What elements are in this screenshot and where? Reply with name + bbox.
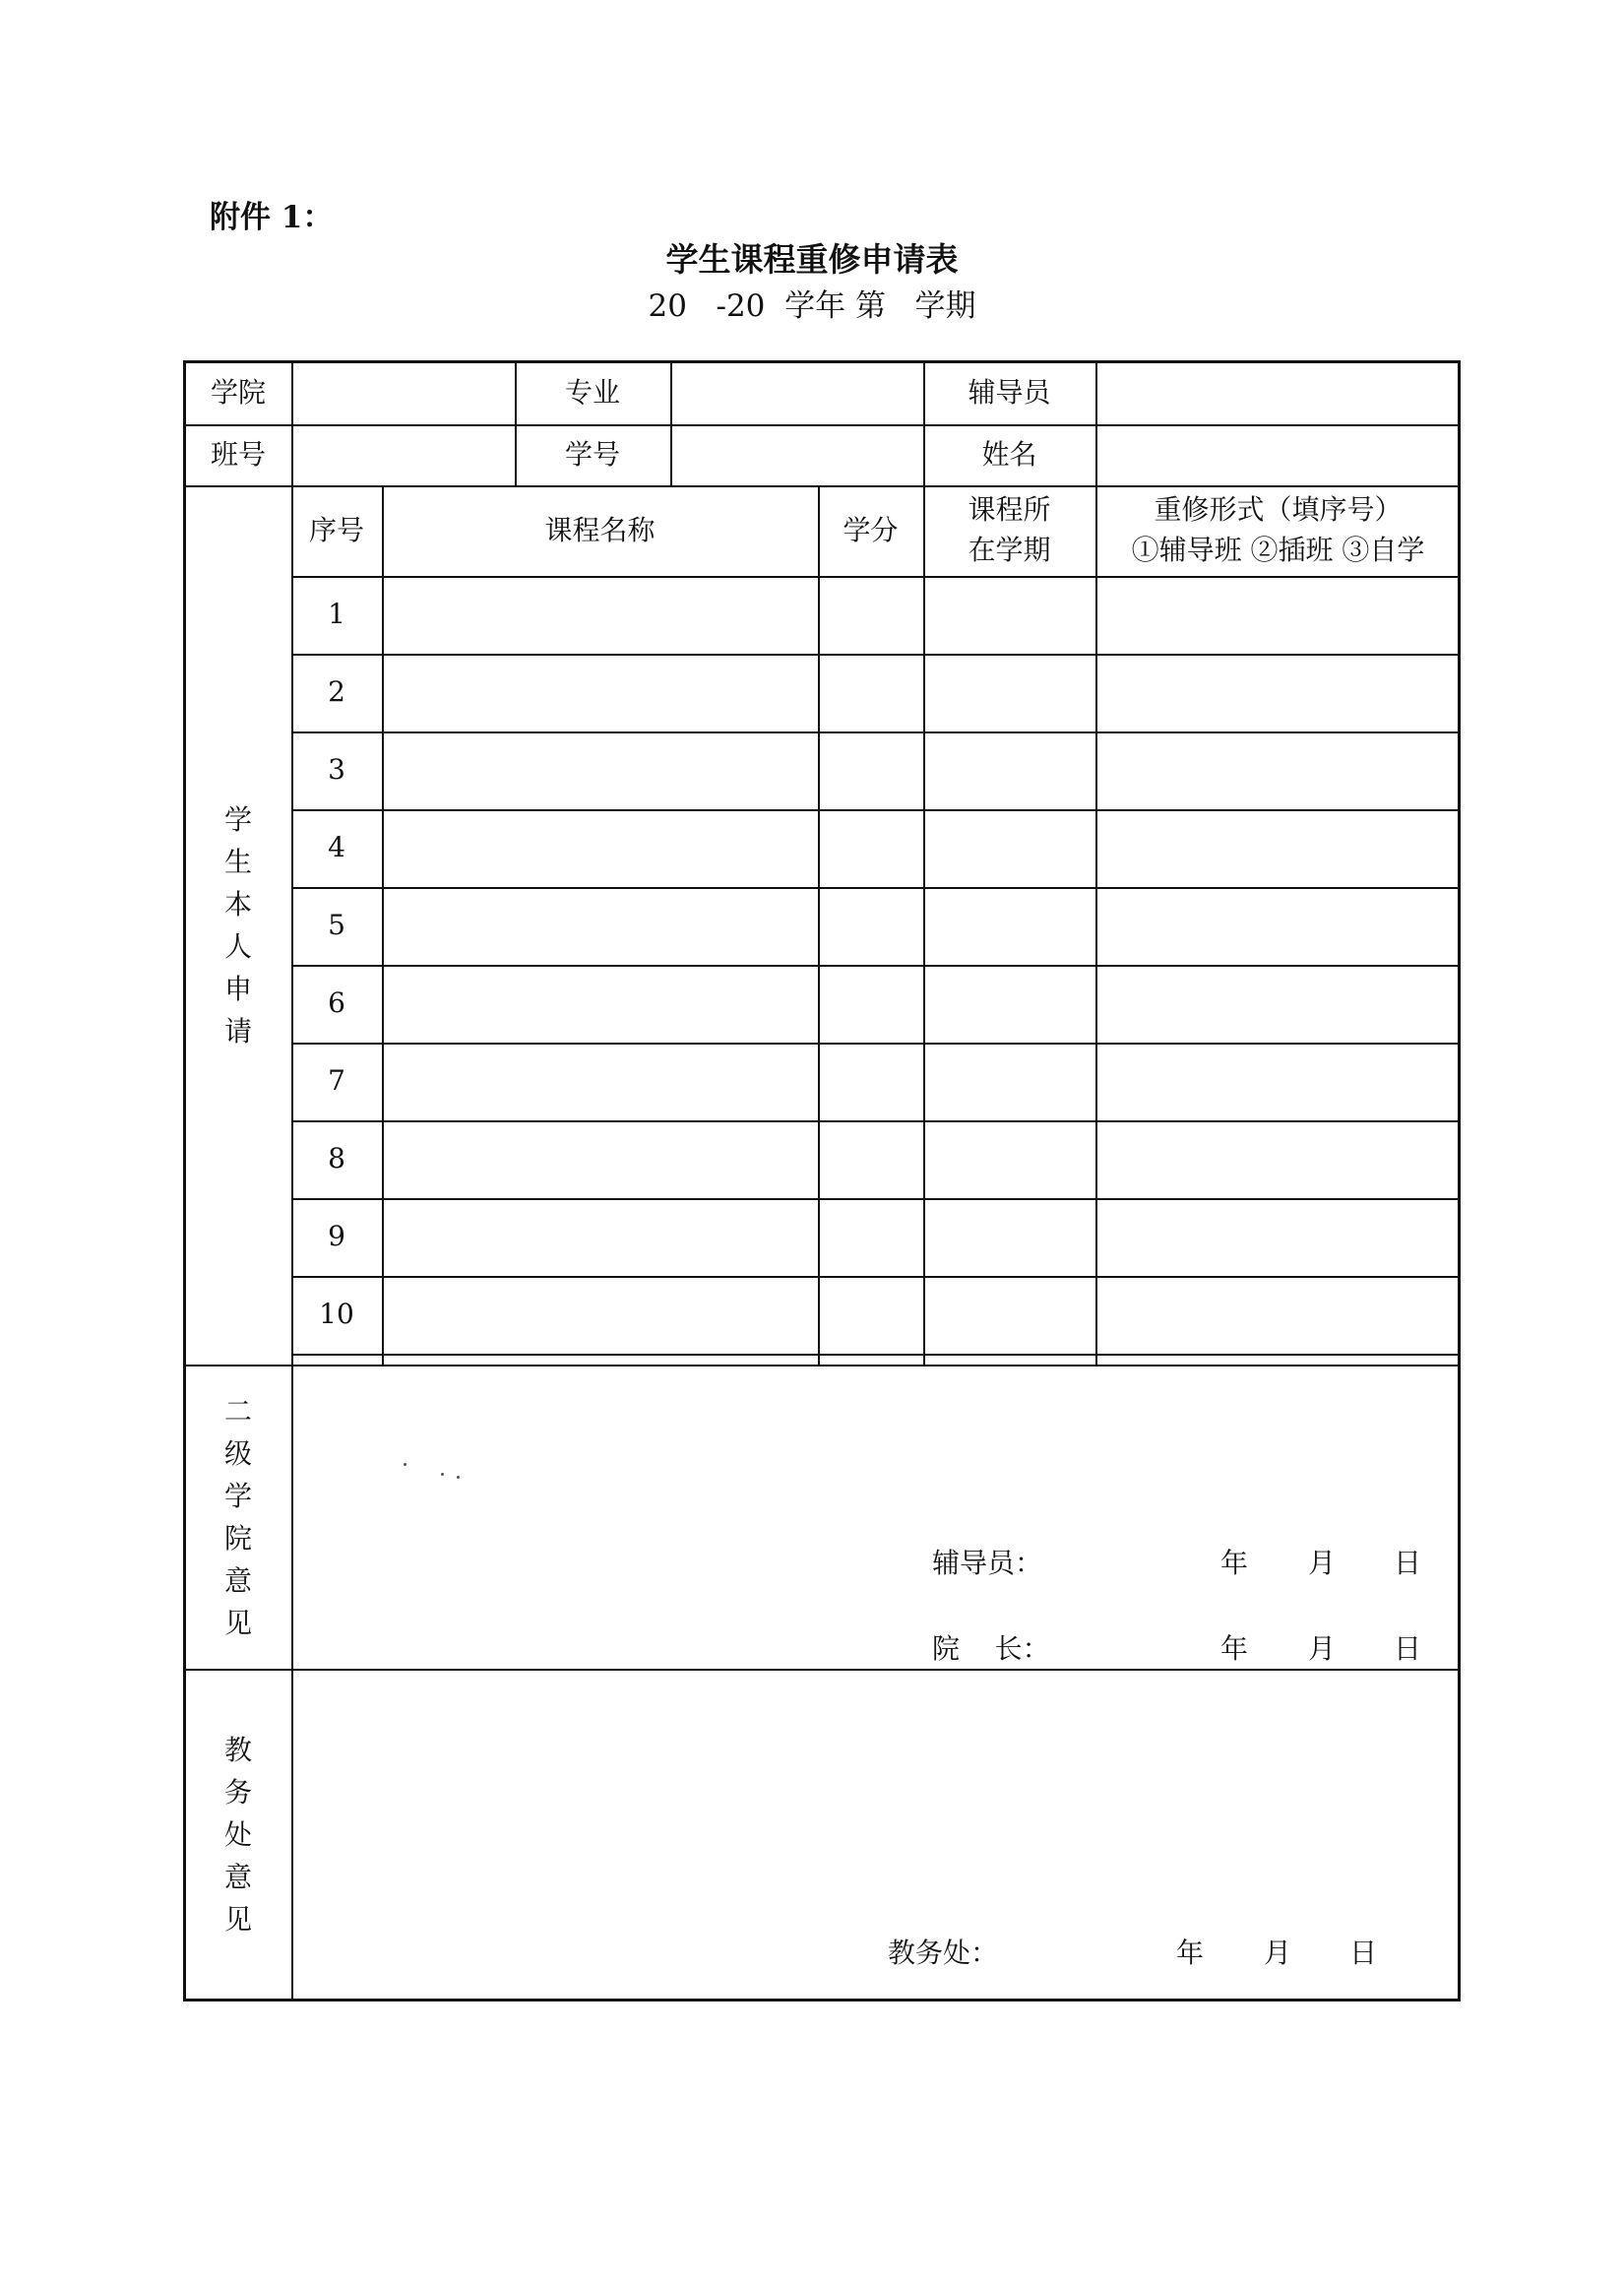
row-number: 5 [328, 909, 345, 942]
rule [291, 965, 1461, 967]
rule [291, 809, 1461, 811]
rule [183, 1669, 1461, 1671]
office-sign-year: 年 [1176, 1937, 1205, 1969]
label-char: 人 [223, 929, 252, 963]
course-name-header: 课程名称 [544, 513, 656, 546]
row-number: 3 [328, 753, 345, 787]
counselor-label: 辅导员 [968, 376, 1051, 410]
label-char: 申 [223, 972, 252, 1005]
dean-sign-month: 月 [1308, 1632, 1337, 1665]
rule [382, 485, 384, 1365]
form-subtitle: 20 -20 学年 第 学期 [648, 288, 976, 324]
rule [291, 1043, 1461, 1045]
label-char: 学 [223, 802, 252, 836]
rule [291, 1120, 1461, 1122]
rule [183, 1365, 1461, 1366]
retake-form-header-line2: ①辅导班 ②插班 ③自学 [1131, 534, 1425, 566]
dean-signature-label: 院 长： [932, 1632, 1050, 1665]
counselor-sign-month: 月 [1308, 1547, 1337, 1579]
name-label: 姓名 [981, 437, 1037, 471]
retake-form-header [1095, 485, 1461, 576]
row-number: 6 [328, 986, 345, 1020]
label-char: 生 [223, 845, 252, 878]
rule [291, 654, 1461, 656]
rule [291, 1276, 1461, 1278]
scan-speck [404, 1463, 406, 1466]
rule [291, 1198, 1461, 1200]
label-char: 本 [223, 887, 252, 921]
rule [291, 1354, 1461, 1356]
row-number: 9 [328, 1220, 345, 1253]
seq-header: 序号 [308, 513, 364, 546]
semester-header [923, 485, 1095, 576]
dean-sign-day: 日 [1394, 1632, 1422, 1665]
office-sign-day: 日 [1349, 1937, 1378, 1969]
rule [818, 485, 820, 1365]
row-number: 2 [328, 675, 345, 709]
academic-office-signature-label: 教务处： [888, 1937, 999, 1969]
scan-speck [441, 1473, 444, 1476]
counselor-signature-label: 辅导员： [932, 1547, 1043, 1579]
rule [291, 731, 1461, 733]
counselor-sign-day: 日 [1394, 1547, 1422, 1579]
office-sign-month: 月 [1264, 1937, 1292, 1969]
label-char: 处 [223, 1817, 252, 1851]
college-opinion-label [185, 1365, 291, 1669]
retake-form-header-line1: 重修形式（填序号） [1154, 493, 1403, 527]
row-number: 10 [319, 1298, 354, 1331]
label-char: 教 [223, 1733, 252, 1766]
label-char: 见 [223, 1902, 252, 1936]
label-char: 意 [223, 1563, 252, 1597]
row-number: 1 [328, 598, 345, 631]
label-char: 院 [223, 1521, 252, 1555]
rule [291, 576, 1461, 578]
label-char: 见 [223, 1606, 252, 1639]
semester-header-line1: 课程所 [968, 493, 1051, 527]
scan-speck [457, 1476, 460, 1479]
label-char: 学 [223, 1479, 252, 1512]
form-title: 学生课程重修申请表 [665, 240, 959, 279]
label-char: 级 [223, 1436, 252, 1470]
semester-header-line2: 在学期 [968, 534, 1051, 566]
major-label: 专业 [564, 376, 620, 410]
attachment-label: 附件 1： [210, 200, 334, 235]
class-number-label: 班号 [210, 437, 266, 471]
credit-header: 学分 [843, 513, 899, 546]
college-label: 学院 [210, 376, 266, 410]
rule [670, 360, 672, 485]
rule [183, 424, 1461, 426]
rule [291, 887, 1461, 889]
label-char: 请 [223, 1014, 252, 1048]
row-number: 8 [328, 1142, 345, 1175]
student-id-label: 学号 [564, 437, 620, 471]
student-application-label [185, 485, 291, 1365]
dean-sign-year: 年 [1220, 1632, 1249, 1665]
row-number: 7 [328, 1064, 345, 1098]
label-char: 务 [223, 1775, 252, 1809]
academic-affairs-opinion-label [185, 1669, 291, 2000]
label-char: 意 [223, 1860, 252, 1893]
row-number: 4 [328, 831, 345, 864]
label-char: 二 [223, 1394, 252, 1428]
counselor-sign-year: 年 [1220, 1547, 1249, 1579]
